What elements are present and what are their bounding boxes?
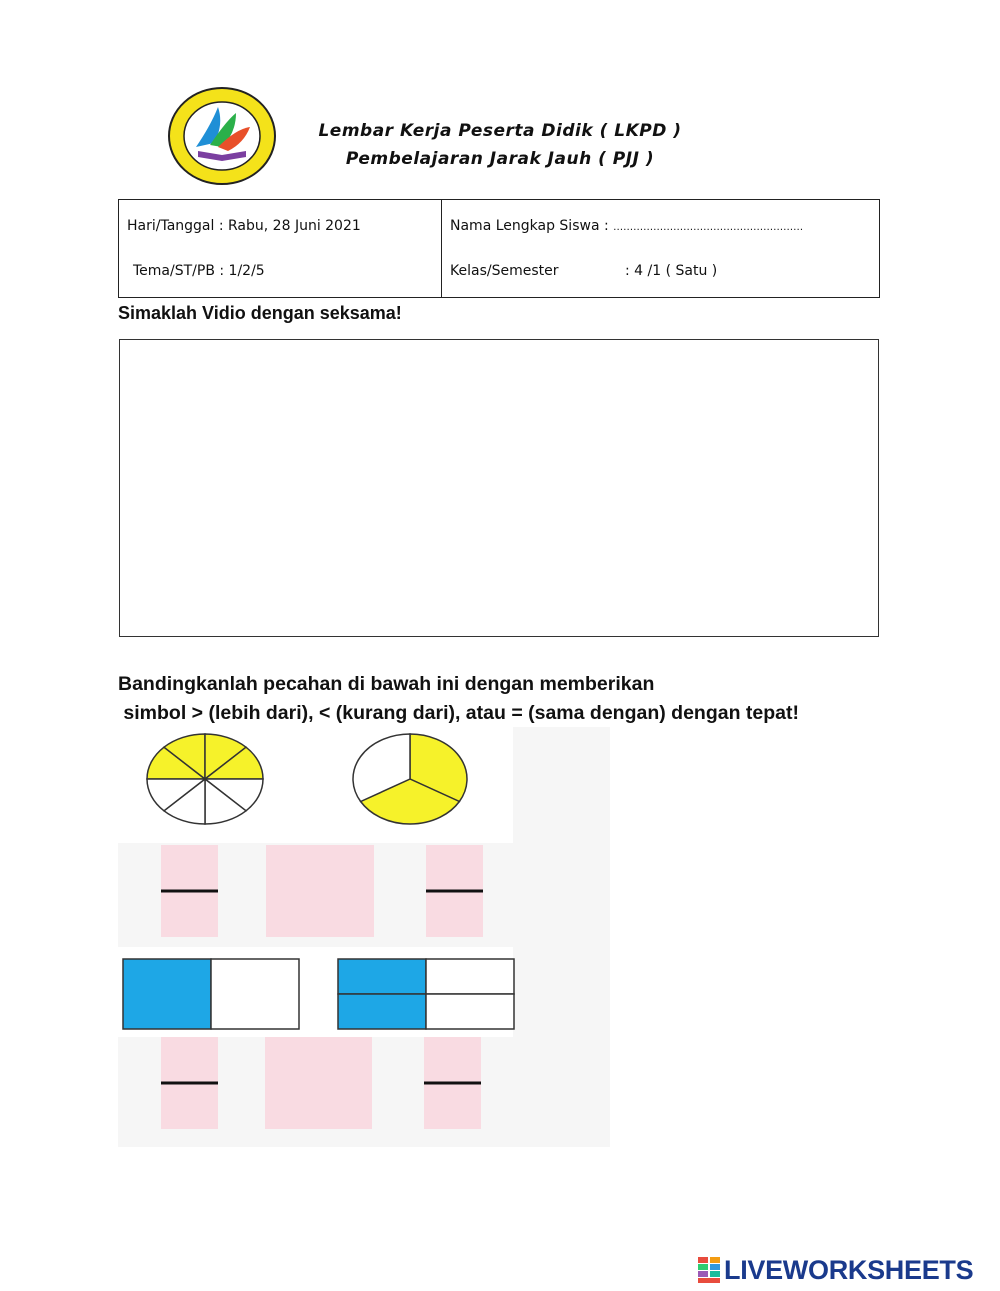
liveworksheets-logo [698, 1255, 974, 1285]
shaded-part [338, 994, 426, 1029]
student-name-blank[interactable]: ………………………………………………… [613, 222, 804, 233]
student-info-table [118, 199, 880, 298]
table-divider [441, 200, 442, 297]
worksheet-title: Lembar Kerja Peserta Didik ( LKPD ) [318, 121, 682, 141]
circle-fraction-eighths [147, 734, 263, 824]
video-frame[interactable] [119, 339, 879, 637]
date-field: Hari/Tanggal : Rabu, 28 Juni 2021 [127, 218, 361, 234]
student-name-field[interactable] [450, 218, 803, 234]
circle-fraction-thirds [353, 734, 467, 824]
shaded-part [338, 959, 426, 994]
task-instruction-line2: simbol > (lebih dari), < (kurang dari), atau = (sama dengan) dengan tepat! [118, 702, 799, 724]
unshaded-part [211, 959, 299, 1029]
fraction-exercise [118, 727, 610, 1147]
video-instruction: Simaklah Vidio dengan seksama! [118, 303, 402, 323]
unshaded-part [426, 994, 514, 1029]
answer-box-symbol-1[interactable] [266, 845, 374, 937]
unshaded-part [426, 959, 514, 994]
bar-fraction-halves [123, 959, 299, 1029]
bar-fraction-quarters [338, 959, 514, 1029]
worksheet-subtitle: Pembelajaran Jarak Jauh ( PJJ ) [345, 149, 655, 169]
student-name-label: Nama Lengkap Siswa : [450, 218, 614, 234]
liveworksheets-text: LIVEWORKSHEETS [724, 1255, 974, 1285]
theme-field: Tema/ST/PB : 1/2/5 [133, 263, 265, 279]
liveworksheets-icon [698, 1257, 722, 1283]
shaded-part [123, 959, 211, 1029]
task-instruction-line1: Bandingkanlah pecahan di bawah ini dengan memberikan [118, 673, 655, 695]
class-semester-label: Kelas/Semester [450, 263, 559, 279]
class-semester-value: : 4 /1 ( Satu ) [625, 263, 718, 279]
answer-box-symbol-2[interactable] [265, 1037, 372, 1129]
